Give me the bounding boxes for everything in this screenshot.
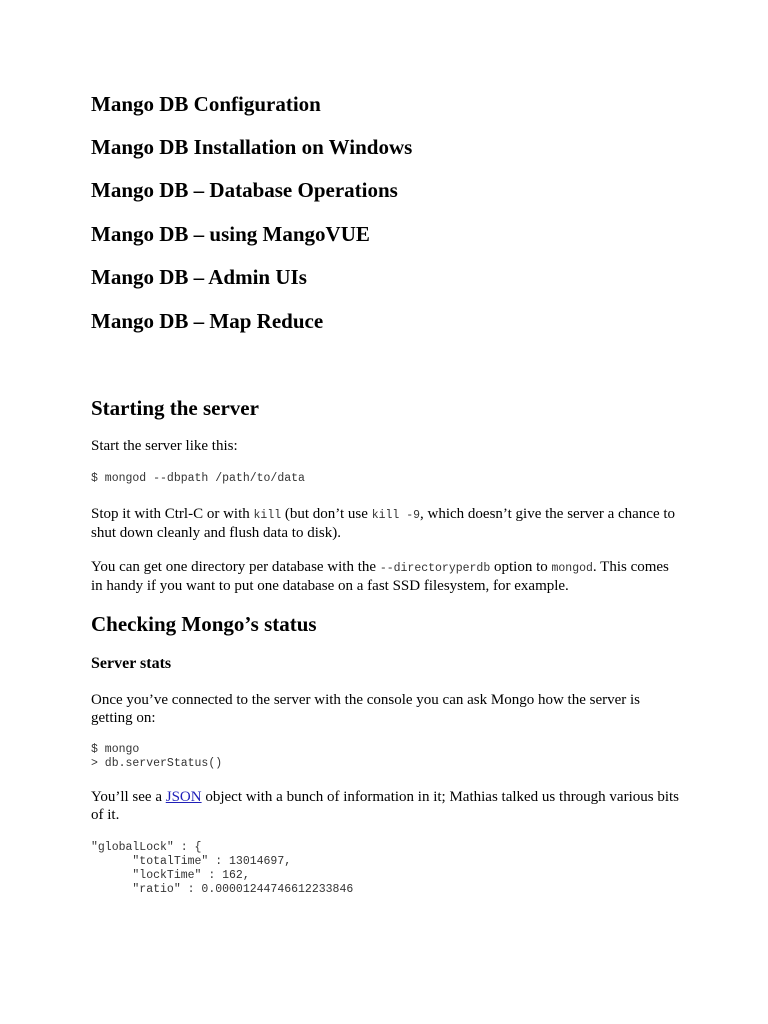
paragraph-stop-server: Stop it with Ctrl-C or with kill (but don’t use kill -9, which doesn’t give the server a chance to shut down cleanly and flush data to disk). [91,506,676,541]
paragraph-start-intro: Start the server like this: [91,438,238,454]
subsection-heading-server-stats: Server stats [91,655,172,672]
toc-item-configuration: Mango DB Configuration [91,92,321,116]
code-block-server-status: $ mongo > db.serverStatus() [91,743,223,770]
section-heading-starting-server: Starting the server [91,396,259,420]
toc-item-installation-windows: Mango DB Installation on Windows [91,135,413,159]
inline-code-kill-9: kill -9 [371,509,420,522]
paragraph-status-intro: Once you’ve connected to the server with the console you can ask Mongo how the server is getting on: [91,692,641,726]
section-heading-checking-status: Checking Mongo’s status [91,612,317,636]
toc-item-mangovue: Mango DB – using MangoVUE [91,222,370,246]
paragraph-json-object: You’ll see a JSON object with a bunch of information in it; Mathias talked us through various bits of it. [91,789,680,823]
toc-item-admin-uis: Mango DB – Admin UIs [91,265,307,289]
paragraph-directory-per-db: You can get one directory per database with the --directoryperdb option to mongod. This comes in handy if you want to put one database on a fast SSD filesystem, for example. [91,559,669,594]
toc-item-map-reduce: Mango DB – Map Reduce [91,309,324,333]
toc-item-database-operations: Mango DB – Database Operations [91,178,398,202]
json-link[interactable]: JSON [165,789,202,805]
code-block-global-lock: "globalLock" : { "totalTime" : 13014697, "lockTime" : 162, "ratio" : 0.00001244746612233846 [91,841,354,896]
inline-code-kill: kill [253,509,282,522]
inline-code-directoryperdb: --directoryperdb [379,562,491,575]
code-block-mongod: $ mongod --dbpath /path/to/data [91,472,305,485]
inline-code-mongod: mongod [551,562,593,575]
